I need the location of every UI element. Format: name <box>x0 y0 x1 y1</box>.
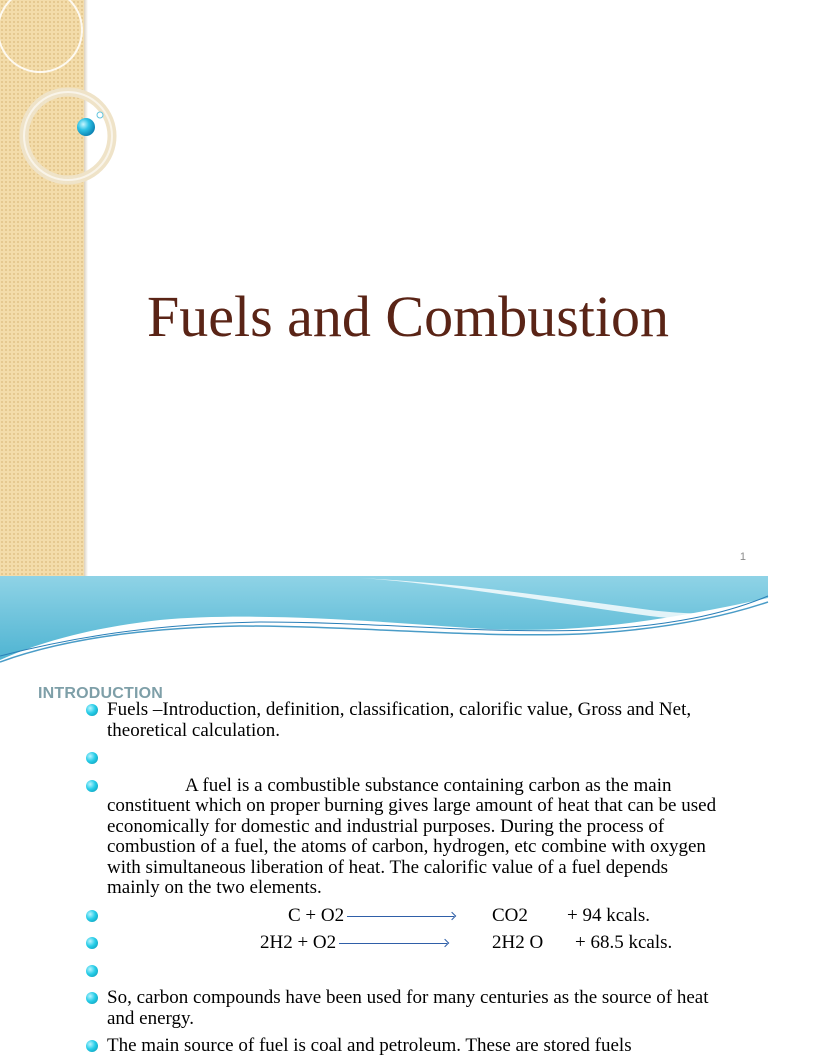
list-item <box>0 933 768 954</box>
decorative-wave-header <box>0 576 768 676</box>
small-orb-icon <box>97 112 103 118</box>
equation-row <box>107 933 718 954</box>
equation-reactants: 2H2 + O2 <box>260 932 337 953</box>
bullet-text: Fuels –Introduction, definition, classification, calorific value, Gross and Net, theoretical calculation. <box>107 699 692 741</box>
list-item <box>0 988 768 1029</box>
bullet-text: So, carbon compounds have been used for many centuries as the source of heat and energy. <box>107 987 709 1029</box>
slide-title: Fuels and Combustion <box>146 284 670 349</box>
arrow-icon <box>347 916 454 917</box>
list-item <box>0 700 768 741</box>
list-item <box>0 748 768 769</box>
section-heading: INTRODUCTION <box>38 685 164 702</box>
equation-reactants: C + O2 <box>288 904 345 926</box>
equation-row <box>107 906 718 927</box>
bullet-text: A fuel is a combustible substance containing carbon as the main constituent which on proper burning gives large amount of heat that can be used economically for domestic and industrial purposes. During the process of combustion of a fuel, the atoms of carbon, hydrogen, etc combine with oxygen with simultaneous liberation of heat. The calorific value of a fuel depends mainly on the two elements. <box>107 774 717 898</box>
bullet-text: The main source of fuel is coal and petroleum. These are stored fuels <box>107 1035 632 1056</box>
decorative-circles <box>0 0 140 200</box>
slide-number: 1 <box>739 551 746 563</box>
list-item <box>0 906 768 927</box>
equation-product: 2H2 O <box>492 932 544 953</box>
list-item <box>0 1036 768 1057</box>
introduction-slide <box>0 576 768 1056</box>
equation-energy: + 68.5 kcals. <box>575 932 673 953</box>
list-item <box>0 776 768 899</box>
blue-orb-icon <box>77 118 95 136</box>
bullet-list <box>0 700 768 1064</box>
list-item <box>0 961 768 982</box>
arrow-icon <box>339 943 447 944</box>
equation-product: CO2 <box>492 904 528 926</box>
equation-energy: + 94 kcals. <box>567 904 651 926</box>
